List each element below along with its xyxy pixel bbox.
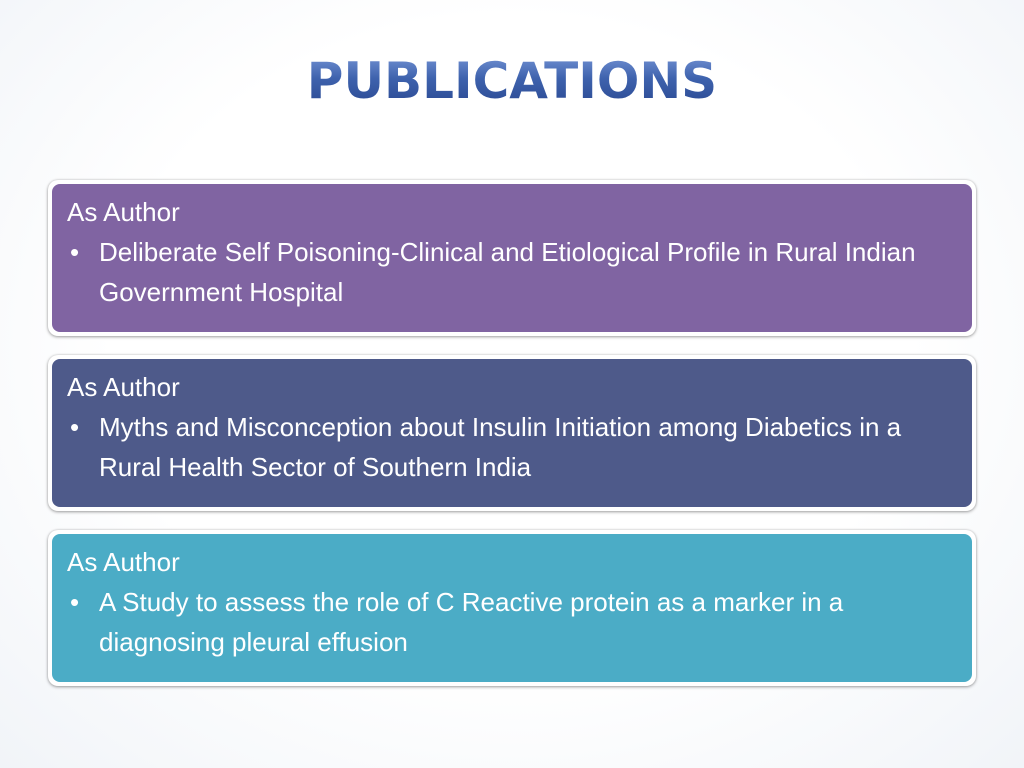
publication-card-body — [52, 184, 972, 332]
publication-title: Deliberate Self Poisoning-Clinical and Etiological Profile in Rural Indian Government Hospital — [99, 237, 916, 307]
page-title: PUBLICATIONS — [0, 56, 1024, 106]
publication-card-1 — [48, 180, 976, 336]
card-heading: As Author — [67, 372, 180, 402]
bullet-icon: • — [70, 412, 80, 442]
publication-card-2 — [48, 355, 976, 511]
card-heading: As Author — [67, 197, 180, 227]
publication-card-3 — [48, 530, 976, 686]
bullet-item — [67, 407, 956, 487]
publication-card-body — [52, 534, 972, 682]
publication-title: A Study to assess the role of C Reactive protein as a marker in a diagnosing pleural effusion — [99, 587, 844, 657]
publication-title: Myths and Misconception about Insulin Initiation among Diabetics in a Rural Health Sector of Southern India — [99, 412, 902, 482]
card-heading: As Author — [67, 547, 180, 577]
bullet-icon: • — [70, 237, 80, 267]
publication-card-body — [52, 359, 972, 507]
bullet-item — [67, 582, 956, 662]
bullet-item — [67, 232, 956, 312]
bullet-icon: • — [70, 587, 80, 617]
